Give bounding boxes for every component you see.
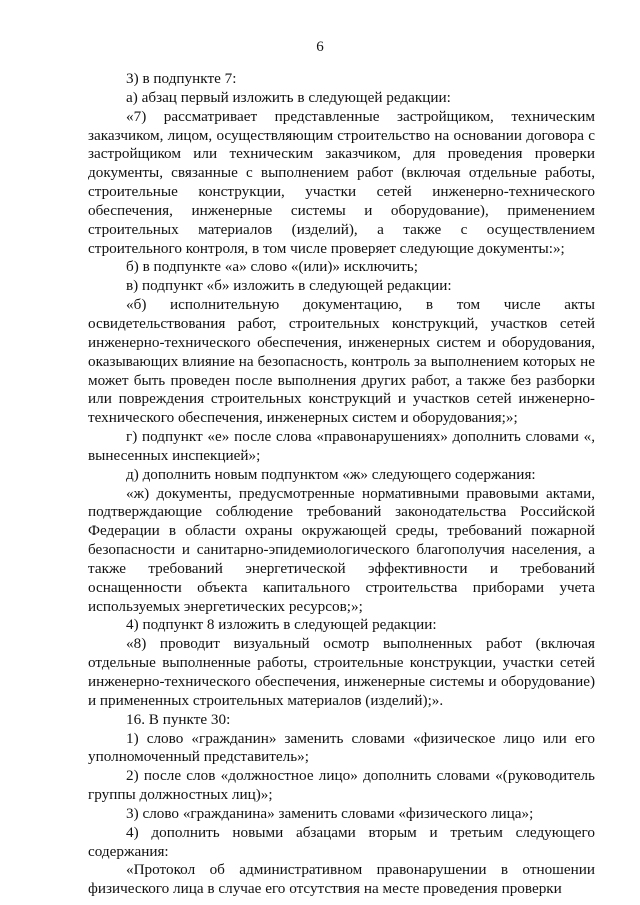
paragraph-16-3: 3) слово «гражданина» заменить словами «физического лица»; (126, 804, 534, 822)
paragraph-16: 16. В пункте 30: (126, 710, 231, 728)
document-body (88, 70, 595, 899)
paragraph-4-subitem-8: 4) подпункт 8 изложить в следующей редакции: (126, 616, 437, 634)
paragraph-g: г) подпункт «е» после слова «правонарушениях» дополнить словами «, вынесенных инспекцией»; (88, 428, 595, 464)
paragraph-zh-text: «ж) документы, предусмотренные нормативными правовыми актами, подтверждающие соблюдение требований законодательства Российской Федерации в области охраны окружающей среды, требований пожарной безопасности и санитарно-эпидемиологического благополучия населения, а также требований энергетической эффективности и требований оснащенности объекта капитального строительства приборами учета используемых энергетических ресурсов;»; (88, 484, 595, 615)
paragraph-16-4: 4) дополнить новыми абзацами вторым и третьим следующего содержания: (88, 823, 595, 860)
paragraph-d: д) дополнить новым подпунктом «ж» следующего содержания: (126, 465, 536, 483)
paragraph-16-1: 1) слово «гражданин» заменить словами «физическое лицо или его уполномоченный представитель»; (88, 729, 595, 766)
paragraph-a: а) абзац первый изложить в следующей редакции: (126, 88, 451, 106)
paragraph-16-2: 2) после слов «должностное лицо» дополнить словами «(руководитель группы должностных лиц)»; (88, 767, 595, 804)
paragraph-b: б) в подпункте «а» слово «(или)» исключить; (126, 258, 418, 276)
paragraph-v: в) подпункт «б» изложить в следующей редакции: (126, 277, 452, 295)
paragraph-7-text: «7) рассматривает представленные застройщиком, техническим заказчиком, лицом, осуществляющим строительство на основании договора с застройщиком или техническим заказчиком, для проведения проверки документы, связанные с выполнением работ (включая отдельные работы, строительные конструкции, участки сетей инженерно-технического обеспечения, инженерные системы и оборудование), применением строительных материалов (изделий), а также с осуществлением строительного контроля, в том числе проверяет следующие документы:»; (88, 107, 595, 257)
page-number: 6 (316, 39, 324, 55)
paragraph-8-text: «8) проводит визуальный осмотр выполненных работ (включая отдельные выполненные работы, строительные конструкции, участки сетей инженерно-технического обеспечения, инженерные системы и оборудование) и примененных строительных материалов (изделий);». (88, 635, 595, 709)
paragraph-b-text: «б) исполнительную документацию, в том числе акты освидетельствования работ, строительных конструкций, участков сетей инженерно-технического обеспечения, инженерных систем и оборудования, оказывающих влияние на безопасность, контроль за выполнением которых не может быть проведен после выполнения других работ, а также без разборки или повреждения строительных конструкций и участков сетей инженерно-технического обеспечения, инженерных систем и оборудования;»; (88, 296, 595, 427)
paragraph-protocol-text: «Протокол об административном правонарушении в отношении физического лица в случае его отсутствия на месте проведения проверки (88, 861, 595, 898)
paragraph-3-subitem-7: 3) в подпункте 7: (126, 70, 237, 87)
